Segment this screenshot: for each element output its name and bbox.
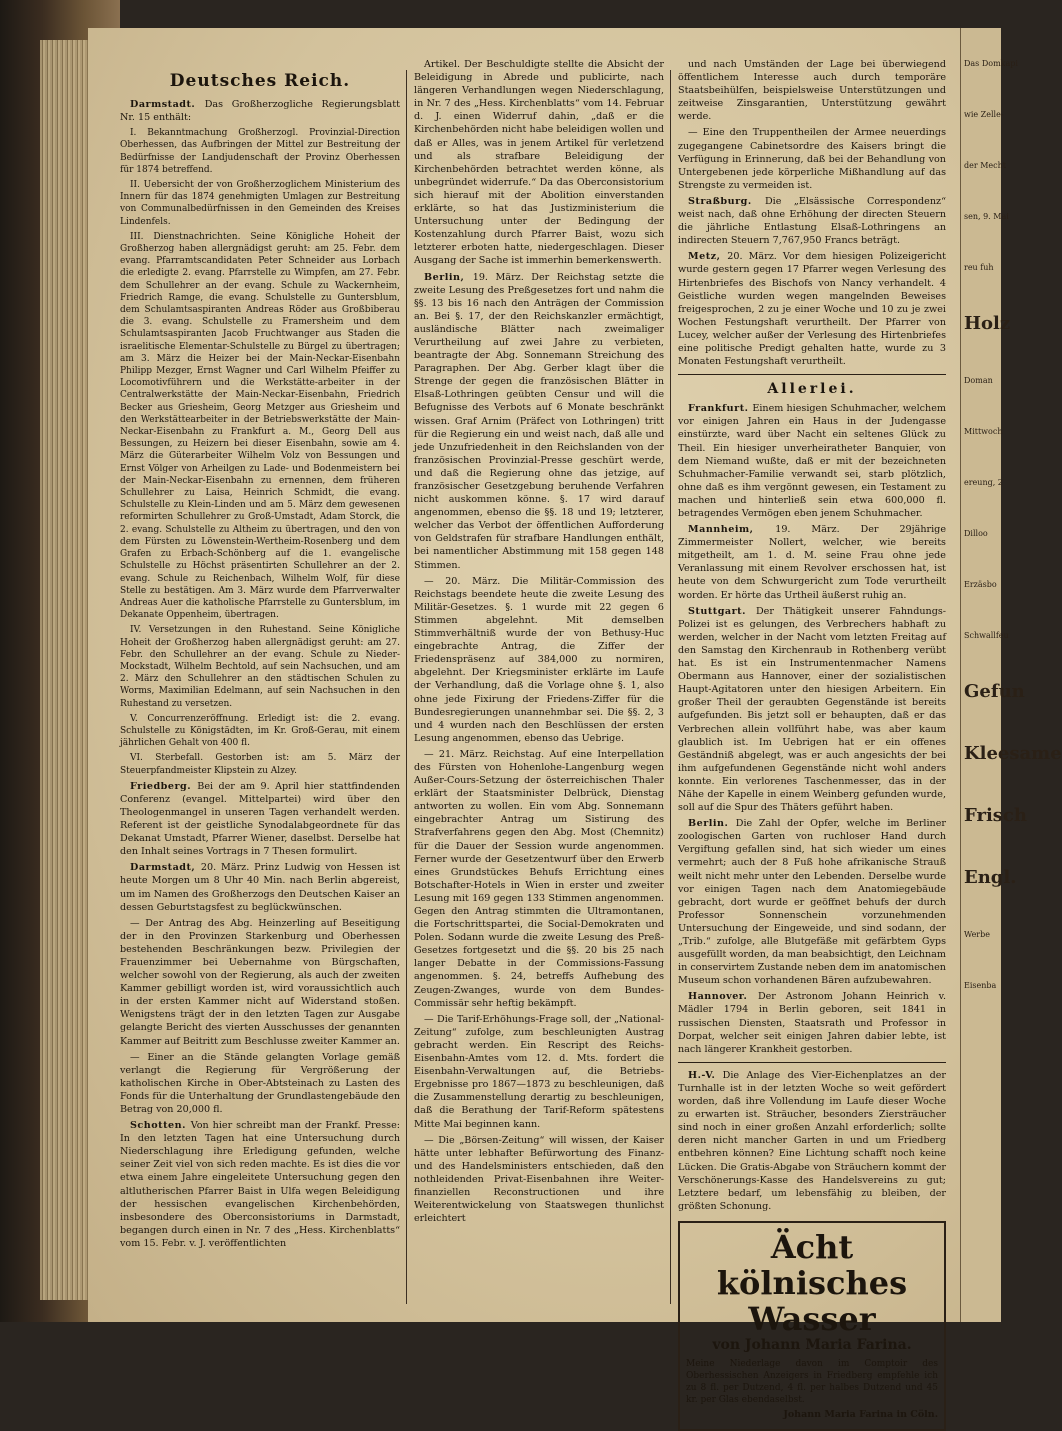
article-text: V. Concurrenzeröffnung. Erledigt ist: die 2. evang. Schulstelle zu Königstädten, im Kr. Groß-Gerau, mit einem jährlichen Gehalt von 400 fl. <box>120 713 400 749</box>
article-place: Stuttgart. <box>688 605 756 617</box>
article-place: Darmstadt. <box>130 99 205 110</box>
fragment-text: Gefun <box>964 681 1025 702</box>
fragment-text: Werbe <box>964 930 990 939</box>
misc-section-title: Allerlei. <box>767 381 857 398</box>
ad-title: Ächt kölnisches Wasser <box>716 1227 908 1338</box>
column-3 <box>678 58 946 1420</box>
column-1 <box>120 68 400 1318</box>
page-edges <box>40 40 90 1300</box>
article-place: Darmstadt, <box>130 862 201 874</box>
fragment-text: Erzäsbo <box>964 580 997 589</box>
divider <box>678 1062 946 1063</box>
article <box>414 575 664 745</box>
article <box>414 1134 664 1226</box>
article <box>678 250 946 368</box>
ad-body: Meine Niederlage davon im Comptoir des Oberhessischen Anzeigers in Friedberg empfehle ich zu 8 fl. per Dutzend, 4 fl. per halbes Dutzend und 45 kr. per Glas ebendaselbst. <box>686 1358 938 1405</box>
article-text: Das Großherzogliche Regierungsblatt Nr. 15 enthält: <box>120 99 400 124</box>
section-title: Deutsches Reich. <box>169 71 351 91</box>
article-text: — Einer an die Stände gelangten Vorlage gemäß verlangt die Regierung für Vergrößerung der katholischen Kirche in Ober-Abtsteinach zu Lasten des Fonds für die Unterhaltung der Grundlastengebäude den Betrag von 20,000 fl. <box>120 1051 400 1115</box>
article <box>120 127 400 176</box>
article <box>678 523 946 602</box>
misc-articles <box>678 402 946 1056</box>
article-text: VI. Sterbefall. Gestorben ist: am 5. März der Steuerpfandmeister Klipstein zu Alzey. <box>120 753 400 776</box>
fragment-text: Engl. <box>964 867 1017 888</box>
ad-maker: von Johann Maria Farina. <box>712 1336 912 1353</box>
column-3-articles <box>678 58 946 368</box>
article <box>120 752 400 776</box>
article <box>120 179 400 228</box>
fragment-text: Holz <box>964 313 1011 334</box>
column-rule <box>670 70 671 1304</box>
article <box>120 780 400 859</box>
article-text: Artikel. Der Beschuldigte stellte die Absicht der Beleidigung in Abrede und publicirte, nach längeren Verhandlungen wegen Niederschlagung, in Nr. 7 des „Hess. Kirchenblatts“ vom 14. Februar d. J. einen Widerruf dahin, „daß er die Kirchenbehörden nicht habe beleidigen wollen und daß er Alles, was in jenem Artikel für verletzend und als strafbare Beleidigung der Kirchenbehörden betrachtet werden könne, als unbegründet widerrufe.“ Da das Oberconsistorium sich hierauf mit der Abolition einverstanden erklärte, so hat das Justizministerium die Untersuchung unter der Bedingung der Kostenzahlung durch Pfarrer Baist, wozu sich letzterer erboten hatte, niedergeschlagen. Dieser Ausgang der Sache ist immerhin bemerkenswerth. <box>414 59 664 267</box>
article-text: 20. März. Vor dem hiesigen Polizeigericht wurde gestern gegen 17 Pfarrer wegen Verlesung des Hirtenbriefes des Bischofs von Nancy verhandelt. 4 Geistliche wurden wegen mangelnden Beweises freigesprochen, 2 zu je einer Woche und 10 zu je zwei Wochen Festungshaft verurtheilt. Der Pfarrer von Lucey, welcher außer der Verlesung des Hirtenbriefes eine politische Predigt gehalten hatte, wurde zu 3 Monaten Festungshaft verurtheilt. <box>678 251 946 368</box>
fragment-text: Eisenba <box>964 981 997 990</box>
article <box>120 917 400 1048</box>
article-place: Berlin, <box>424 271 473 283</box>
article-text: — Die „Börsen-Zeitung“ will wissen, der Kaiser hätte unter lebhafter Befürwortung des Finanz- und des Handelsministers entschieden, daß den nothleidenden Privat-Eisenbahnen ihre Weiter-finanziellen Reconstructionen und ihre Weiterentwickelung von Staatswegen thunlichst erleichtert <box>414 1134 664 1225</box>
article <box>120 1119 400 1250</box>
article <box>678 126 946 191</box>
local-notice-text: Die Anlage des Vier-Eichenplatzes an der Turnhalle ist in der letzten Woche so weit gefördert worden, daß ihre Vollendung im Laufe dieser Woche zu erwarten ist. Sträucher, besonders Ziersträucher sind noch in einer großen Anzahl erforderlich; sollte deren nicht mancher Garten in und um Friedberg entbehren können? Eine Lichtung schafft noch keine Lücken. Die Gratis-Abgabe von Sträuchern kommt der Verschönerungs-Kasse des Handelsvereins zu gut; Letztere bedarf, um lebensfähig zu bleiben, der größten Schonung. <box>678 1069 946 1212</box>
article-text: Von hier schreibt man der Frankf. Presse: In den letzten Tagen hat eine Untersuchung durch Niederschlagung ihre Erledigung gefunden, welche seiner Zeit viel von sich reden machte. Es ist dies die vor etwa einem Jahre eingeleitete Untersuchung gegen den altlutherischen Pfarrer Baist in Ulfa wegen Beleidigung der hessischen evangelischen Kirchenbehörden, insbesondere des Oberconsistoriums in Darmstadt, begangen durch einen in Nr. 7 des „Hess. Kirchenblatts“ vom 15. Febr. v. J. veröffentlichten <box>120 1120 400 1249</box>
article <box>414 748 664 1010</box>
article <box>414 58 664 268</box>
article <box>414 1013 664 1131</box>
divider <box>678 374 946 375</box>
column-2-articles <box>414 58 664 1225</box>
article-text: Die „Elsässische Correspondenz“ weist nach, daß ohne Erhöhung der directen Steuern die jährliche Entlastung Elsaß-Lothringens an indirecten Steuern 7,767,950 Francs beträgt. <box>678 195 946 247</box>
fragment-text: Kleesame <box>964 743 1062 764</box>
article-place: Schotten. <box>130 1120 191 1132</box>
article-text: III. Dienstnachrichten. Seine Königliche Hoheit der Großherzog haben allergnädigst geruht: am 25. Febr. dem evang. Pfarramtscandidaten Peter Schneider aus Lorbach die erledigte 2. evang. Pfarrstelle zu Wimpfen, am 27. Febr. dem Schullehrer an der evang. Schule zu Wackernheim, Friedrich Ramge, die evang. Schulstelle zu Guntersblum, dem Schulamtsaspiranten Andreas Röder aus Großbiberau die 3. evang. Schulstelle zu Framersheim und dem Schulamtsaspiranten Jacob Fruchtwanger aus Staden die israelitische Elementar-Schulstelle zu Bürgel zu übertragen; am 3. März die Heizer bei der Main-Neckar-Eisenbahn Philipp Mezger, Ernst Wagner und Carl Wilhelm Pfeiffer zu Locomotivführern und die Werkstätte-arbeiter in der Centralwerkstätte der Main-Neckar-Eisenbahn, Friedrich Becker aus Griesheim, Georg Metzger aus Griesheim und den Werkstättearbeiter in der Betriebswerkstätte der Main-Neckar-Eisenbahn zu Frankfurt a. M., Georg Dell aus Bessungen, zu Heizern bei dieser Eisenbahn, sowie am 4. März die Güterarbeiter Wilhelm Volz von Bessungen und Ernst Völger von Arheilgen zu Lade- und Bodenmeistern bei der Main-Neckar-Eisenbahn zu ernennen, dem früheren Schullehrer zu Laisa, Heinrich Schmidt, die evang. Schulstelle zu Klein-Linden und am 5. März dem gewesenen reformirten Schullehrer zu Groß-Umstadt, Adam Storck, die 2. evang. Schulstelle zu Altheim zu übertragen, und den von dem Fürsten zu Löwenstein-Wertheim-Rosenberg und dem Grafen zu Erbach-Schönberg auf die 1. evangelische Schulstelle zu Höchst präsentirten Schullehrer an der 2. evang. Schule zu Reichenbach, Wilhelm Wolf, für diese Stelle zu bestätigen. Am 3. März wurde dem Pfarrverwalter Andreas Auer die katholische Pfarrstelle zu Guntersblum, im Dekanate Oppenheim, übertragen. <box>120 231 400 621</box>
article-place: Metz, <box>688 251 728 263</box>
adjacent-page-fragment <box>960 28 1062 1322</box>
advertisement <box>678 1221 946 1431</box>
article-text: und nach Umständen der Lage bei überwiegend öffentlichem Interesse auch durch temporäre Staatsbeihülfen, beispielsweise Unterstützungen und zeitweise Zinsgarantien, Unterstützung gewährt werde. <box>678 59 946 123</box>
ad-signature: Johann Maria Farina in Cöln. <box>783 1408 938 1420</box>
article-text: Die Zahl der Opfer, welche im Berliner zoologischen Garten von ruchloser Hand durch Vergiftung gefallen sind, hat sich wieder um eines vermehrt; auch der 8 Fuß hohe afrikanische Strauß weilt nicht mehr unter den Lebenden. Derselbe wurde vor einigen Tagen nach dem Anatomiegebäude gebracht, dort wurde er geöffnet behufs der durch Professor Sonnenschein vorzunehmenden Untersuchung der Eingeweide, und sind sodann, der „Trib.“ zufolge, alle Blutgefäße mit gefärbtem Gyps ausgefüllt worden, da man beabsichtigt, den Leichnam in conservirtem Zustande neben dem im anatomischen Museum schon vorhandenen Bären aufzubewahren. <box>678 818 946 987</box>
article <box>120 713 400 750</box>
article <box>678 990 946 1055</box>
article-text: — 20. März. Die Militär-Commission des Reichstags beendete heute die zweite Lesung des Militär-Gesetzes. §. 1 wurde mit 22 gegen 6 Stimmen abgelehnt. Mit demselben Stimmverhältniß wurde der von Bethusy-Huc eingebrachte Antrag, die Ziffer der Friedenspräsenz auf 384,000 zu normiren, abgelehnt. Der Kriegsminister erklärte im Laufe der Verhandlung, daß die Vorlage ohne §. 1, also ohne jede Fixirung der Friedens-Ziffer für die Bundesregierungen unannehmbar sei. Die §§. 2, 3 und 4 wurden nach den Beschlüssen der ersten Lesung angenommen, ebenso das Uebrige. <box>414 575 664 744</box>
article-place: Mannheim, <box>688 524 776 536</box>
article-text: 19. März. Der Reichstag setzte die zweite Lesung des Preßgesetzes fort und nahm die §§. 13 bis 16 nach den Anträgen der Commission an. Bei §. 17, der den Reichskanzler ermächtigt, ausländische Blätter nach zweimaliger Verurtheilung auf zwei Jahre zu verbieten, beantragte der Abg. Sonnemann Streichung des Paragraphen. Der Abg. Gerber klagt über die Strenge der gegen die französischen Blätter in Elsaß-Lothringen geübten Censur und will die Befugnisse des Verbots auf 6 Monate beschränkt wissen. Graf Arnim (Präfect von Lothringen) tritt für die Regierung ein und weist nach, daß alle und jede Unzufriedenheit in den Reichslanden von der französischen Provinzial-Presse geschürt werde, und daß die Regierung ohne das jetzige, auf französischer Gesetzgebung beruhende Verfahren nicht auskommen könne. §. 17 wird darauf angenommen, ebenso die §§. 18 und 19; letzterer, welcher das Verbot der öffentlichen Aufforderung von Geldstrafen für strafbare Handlungen enthält, bei namentlicher Abstimmung mit 158 gegen 148 Stimmen. <box>414 271 664 571</box>
article-text: Bei der am 9. April hier stattfindenden Conferenz (evangel. Mittelpartei) wird über den Theologenmangel in unseren Tagen verhandelt werden. Referent ist der geistliche Synodalabgeordnete für das Dekanat Umstadt, Pfarrer Wiener, daselbst. Derselbe hat den Inhalt seines Vortrags in 7 Thesen formulirt. <box>120 780 400 858</box>
article <box>678 195 946 247</box>
article-place: Frankfurt. <box>688 403 753 415</box>
fragment-text: wie Zelle- <box>964 110 1004 119</box>
article-text: I. Bekanntmachung Großherzogl. Provinzial-Direction Oberhessen, das Aufbringen der Mittel zur Bestreitung der Bedürfnisse der Landjudenschaft der Provinz Oberhessen für 1874 betreffend. <box>120 128 400 175</box>
column-rule <box>406 70 407 1304</box>
article <box>120 624 400 709</box>
article <box>678 58 946 123</box>
article-text: 20. März. Prinz Ludwig von Hessen ist heute Morgen um 8 Uhr 40 Min. nach Berlin abgereist, um im Namen des Großherzogs den Deutschen Kaiser an dessen Geburtstagsfest zu beglückwünschen. <box>120 862 400 913</box>
fragment-text: Mittwoch <box>964 427 1003 436</box>
article <box>120 231 400 622</box>
fragment-text: Frisch <box>964 805 1027 826</box>
article <box>678 402 946 520</box>
article-place: Hannover. <box>688 991 758 1003</box>
article <box>120 1051 400 1116</box>
fragment-text: Dilloo <box>964 529 988 538</box>
column-2 <box>414 58 664 1308</box>
article <box>678 605 946 815</box>
article-text: II. Uebersicht der von Großherzoglichem Ministerium des Innern für das 1874 genehmigten Umlagen zur Bestreitung von Communalbedürfnissen in den Gemeinden des Kreises Lindenfels. <box>120 180 400 227</box>
fragment-text: Schwallfeu <box>964 631 1009 640</box>
fragment-text: reu fuh <box>964 263 994 272</box>
newspaper-page <box>88 28 960 1420</box>
fragment-text: der Mecht <box>964 161 1006 170</box>
local-notice <box>678 1069 946 1213</box>
article <box>120 98 400 124</box>
fragment-text: Doman <box>964 376 993 385</box>
article-text: Der Thätigkeit unserer Fahndungs-Polizei ist es gelungen, des Verbrechers habhaft zu werden, welcher in der Nacht vom letzten Freitag auf den Samstag den Kirchenraub in Rothenberg verübt hat. Es ist ein Instrumentenmacher Namens Obermann aus Hannover, einer der sozialistischen Haupt-Agitatoren unter den hiesigen Arbeitern. Ein großer Theil der geraubten Gegenstände ist bereits aufgefunden. Bis jetzt soll er behaupten, daß er das Verbrechen allein vollführt habe, was aber kaum glaublich ist. Im Uebrigen hat er ein offenes Geständniß abgelegt, was er auch angesichts der bei ihm aufgefundenen Gegenstände nicht wohl anders konnte. Ein verlorenes Taschenmesser, das in der Nähe der Kapelle in einem Weinberg gefunden wurde, soll auf die Spur des Thäters geführt haben. <box>678 605 946 814</box>
fragment-text: Das Domkapi <box>964 59 1018 68</box>
article-place: Berlin. <box>688 818 736 830</box>
article <box>120 861 400 913</box>
article <box>678 817 946 987</box>
local-notice-place: H.-V. <box>688 1069 716 1081</box>
fragment-text: sen, 9. Mai <box>964 212 1009 221</box>
article-text: 19. März. Der 29jährige Zimmermeister Nollert, welcher, wie bereits mitgetheilt, am 1. d. M. seine Frau ohne jede Veranlassung mit einem Revolver erschossen hat, ist heute von dem Schwurgericht zum Tode verurtheilt worden. Er hörte das Urtheil äußerst ruhig an. <box>678 524 946 601</box>
article-text: Einem hiesigen Schuhmacher, welchem vor einigen Jahren ein Haus in der Judengasse einstürzte, ward über Nacht ein seltenes Glück zu Theil. Ein hiesiger unverheiratheter Banquier, von dem Niemand wußte, daß er mit der bezeichneten Schuhmacher-Familie verwandt sei, starb plötzlich, ohne daß es ihm vergönnt gewesen, ein Testament zu machen und hinterließ sein etwa 600,000 fl. betragendes Vermögen eben jenem Schuhmacher. <box>678 403 946 519</box>
article-place: Straßburg. <box>688 195 765 207</box>
article-text: — Eine den Truppentheilen der Armee neuerdings zugegangene Cabinetsordre des Kaisers bringt die Verfügung in Erinnerung, daß bei der Behandlung von Untergebenen jede körperliche Mißhandlung auf das Strengste zu vermeiden ist. <box>678 127 946 191</box>
article-text: — 21. März. Reichstag. Auf eine Interpellation des Fürsten von Hohenlohe-Langenburg wegen Außer-Cours-Setzung der österreichischen Thaler erklärt der Staatsminister Delbrück, Dienstag antworten zu wollen. Ein vom Abg. Sonnemann eingebrachter Antrag um Sistirung des Strafverfahrens gegen den Abg. Most (Chemnitz) für die Dauer der Session wurde angenommen. Ferner wurde der Gesetzentwurf über den Erwerb eines Grundstückes Behufs Errichtung eines Botschafter-Hotels in Wien in erster und zweiter Lesung mit 169 gegen 133 Stimmen angenommen. Gegen den Antrag stimmten die Ultramontanen, die Fortschrittspartei, die Social-Demokraten und Polen. Sodann wurde die zweite Lesung des Preß-Gesetzes fortgesetzt und die §§. 20 bis 25 nach langer Debatte in der Commissions-Fassung angenommen. §. 24, betreffs Aufhebung des Zeugen-Zwanges, wurde von dem Bundes-Commissär sehr heftig bekämpft. <box>414 748 664 1009</box>
article <box>414 271 664 572</box>
article-place: Friedberg. <box>130 780 198 792</box>
fragment-text: ereung, 2 <box>964 478 1003 487</box>
column-1-articles <box>120 98 400 1250</box>
article-text: IV. Versetzungen in den Ruhestand. Seine Königliche Hoheit der Großherzog haben allergnädigst geruht: am 27. Febr. den Schullehrer an der evang. Schule zu Nieder-Mockstadt, Wilhelm Bechtold, auf sein Nachsuchen, und am 2. März den Schullehrer an den städtischen Schulen zu Worms, Maximilian Edelmann, auf sein Nachsuchen in den Ruhestand zu versetzen. <box>120 625 400 709</box>
article-text: — Die Tarif-Erhöhungs-Frage soll, der „National-Zeitung“ zufolge, zum beschleunigten Austrag gebracht werden. Ein Rescript des Reichs-Eisenbahn-Amtes vom 12. d. Mts. fordert die Eisenbahn-Verwaltungen auf, die Betriebs-Ergebnisse pro 1867—1873 zu beschleunigen, daß die Zusammenstellung derartig zu beschleunigen, daß die Berathung der Tarif-Reform spätestens Mitte Mai beginnen kann. <box>414 1013 664 1130</box>
article-text: — Der Antrag des Abg. Heinzerling auf Beseitigung der in den Provinzen Starkenburg und Oberhessen bestehenden Beschränkungen bezw. Privilegien der Frauenzimmer bei Uebernahme von Bürgschaften, welcher sowohl von der Regierung, als auch der zweiten Kammer gebilligt worden ist, wird voraussichtlich auch in der ersten Kammer nicht auf Widerstand stoßen. Wenigstens trägt der in den letzten Tagen zur Ausgabe gelangte Bericht des vierten Ausschusses der genannten Kammer auf Beitritt zum Beschlusse zweiter Kammer an. <box>120 917 400 1047</box>
article-text: Der Astronom Johann Heinrich v. Mädler 1794 in Berlin geboren, seit 1841 in russischen Diensten, Staatsrath und Professor in Dorpat, welcher seit einigen Jahren dabier lebte, ist nach längerer Krankheit gestorben. <box>678 991 946 1055</box>
